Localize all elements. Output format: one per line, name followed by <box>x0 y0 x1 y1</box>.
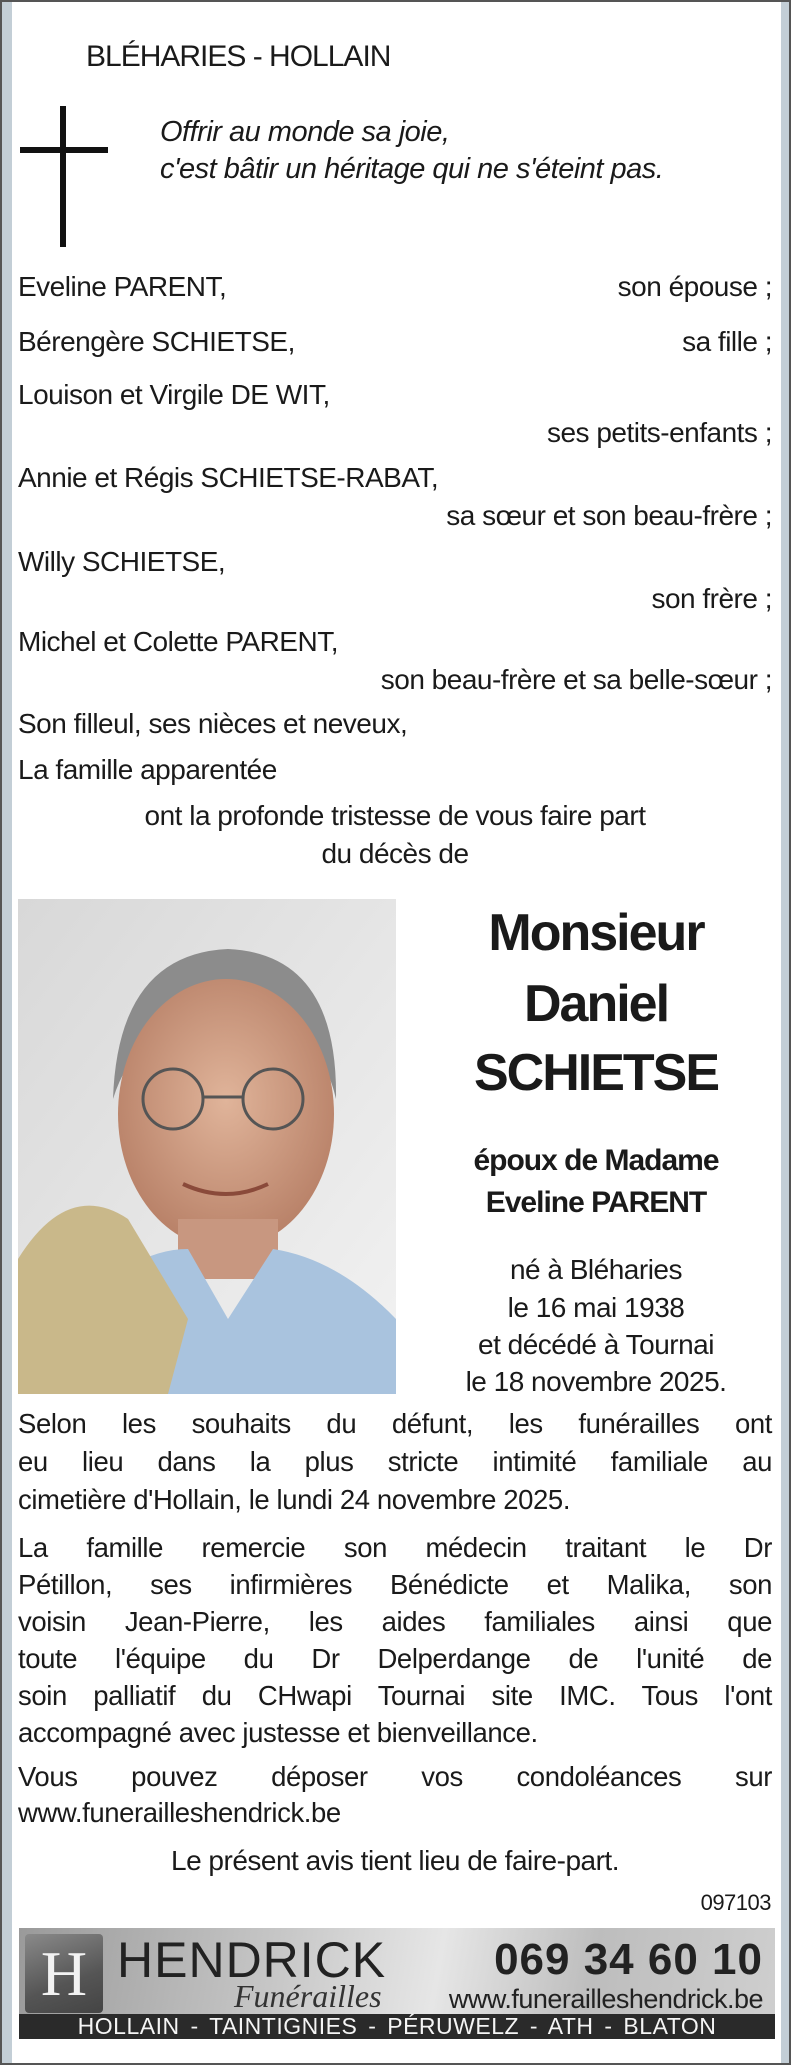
paragraph-line: soin palliatif du CHwapi Tournai site IMC. Tous l'ont <box>18 1680 772 1711</box>
closing-note: Le présent avis tient lieu de faire-part. <box>171 1845 619 1876</box>
family-relation: sa sœur et son beau-frère ; <box>446 500 772 531</box>
announcement-line: du décès de <box>321 838 469 869</box>
family-name: Michel et Colette PARENT, <box>18 626 338 657</box>
paragraph-line: La famille remercie son médecin traitant le Dr <box>18 1532 772 1563</box>
family-name: Willy SCHIETSE, <box>18 546 226 577</box>
website-link[interactable]: www.funerailleshendrick.be <box>448 1984 763 2014</box>
family-row <box>18 544 772 614</box>
locations-band: HOLLAIN - TAINTIGNIES - PÉRUWELZ - ATH - BLATON <box>19 2014 775 2039</box>
phone-number[interactable]: 069 34 60 10 <box>494 1935 763 1984</box>
family-row <box>18 460 772 531</box>
announcement-line: ont la profonde tristesse de vous faire part <box>144 800 646 831</box>
date-line: le 16 mai 1938 <box>507 1292 685 1323</box>
reference-number: 097103 <box>700 1890 771 1915</box>
deceased-last-name: SCHIETSE <box>473 1044 719 1102</box>
paragraph-line: accompagné avec justesse et bienveillance. <box>18 1717 538 1748</box>
family-row <box>18 269 772 305</box>
funeral-home-banner <box>19 1928 775 2039</box>
family-row <box>18 624 772 695</box>
family-row <box>18 752 772 788</box>
family-row <box>18 377 772 448</box>
quote-line-2: c'est bâtir un héritage qui ne s'éteint pas. <box>160 153 664 185</box>
date-line: né à Bléharies <box>509 1254 682 1285</box>
family-relation: son épouse ; <box>617 271 772 302</box>
family-name: Annie et Régis SCHIETSE-RABAT, <box>18 462 439 493</box>
family-relation: son beau-frère et sa belle-sœur ; <box>380 664 772 695</box>
location-heading: BLÉHARIES - HOLLAIN <box>86 40 391 73</box>
paragraph-line: eu lieu dans la plus stricte intimité familiale au <box>18 1446 772 1477</box>
family-name: La famille apparentée <box>18 754 277 785</box>
spouse-line: époux de Madame <box>473 1144 719 1177</box>
family-name: Eveline PARENT, <box>18 271 227 302</box>
family-name: Bérengère SCHIETSE, <box>18 326 295 357</box>
quote-line-1: Offrir au monde sa joie, <box>160 116 450 148</box>
paragraph-line: Selon les souhaits du défunt, les funérailles ont <box>18 1408 772 1439</box>
family-relation: sa fille ; <box>682 326 772 357</box>
family-row <box>18 324 772 360</box>
family-name: Son filleul, ses nièces et neveux, <box>18 708 408 739</box>
family-relation: ses petits-enfants ; <box>546 417 772 448</box>
date-line: et décédé à Tournai <box>478 1329 714 1360</box>
date-line: le 18 novembre 2025. <box>465 1366 727 1397</box>
brand-subtitle: Funérailles <box>234 1978 382 2014</box>
brand-name: HENDRICK <box>117 1932 387 1988</box>
paragraph-line: cimetière d'Hollain, le lundi 24 novembre 2025. <box>18 1484 571 1515</box>
family-relation: son frère ; <box>651 583 772 614</box>
paragraph-line: voisin Jean-Pierre, les aides familiales ainsi que <box>18 1606 772 1637</box>
family-name: Louison et Virgile DE WIT, <box>18 379 330 410</box>
deceased-title: Monsieur <box>488 904 704 962</box>
deceased-photo <box>18 899 396 1394</box>
paragraph-line: toute l'équipe du Dr Delperdange de l'unité de <box>18 1643 772 1674</box>
spouse-line: Eveline PARENT <box>485 1186 707 1219</box>
deceased-first-name: Daniel <box>523 975 669 1033</box>
condolences-link[interactable]: www.funerailleshendrick.be <box>18 1797 341 1828</box>
family-row <box>18 706 772 742</box>
hendrick-logo: H <box>25 1934 103 2013</box>
paragraph-line: Vous pouvez déposer vos condoléances sur <box>18 1761 772 1792</box>
paragraph-line: Pétillon, ses infirmières Bénédicte et Malika, son <box>18 1569 772 1600</box>
